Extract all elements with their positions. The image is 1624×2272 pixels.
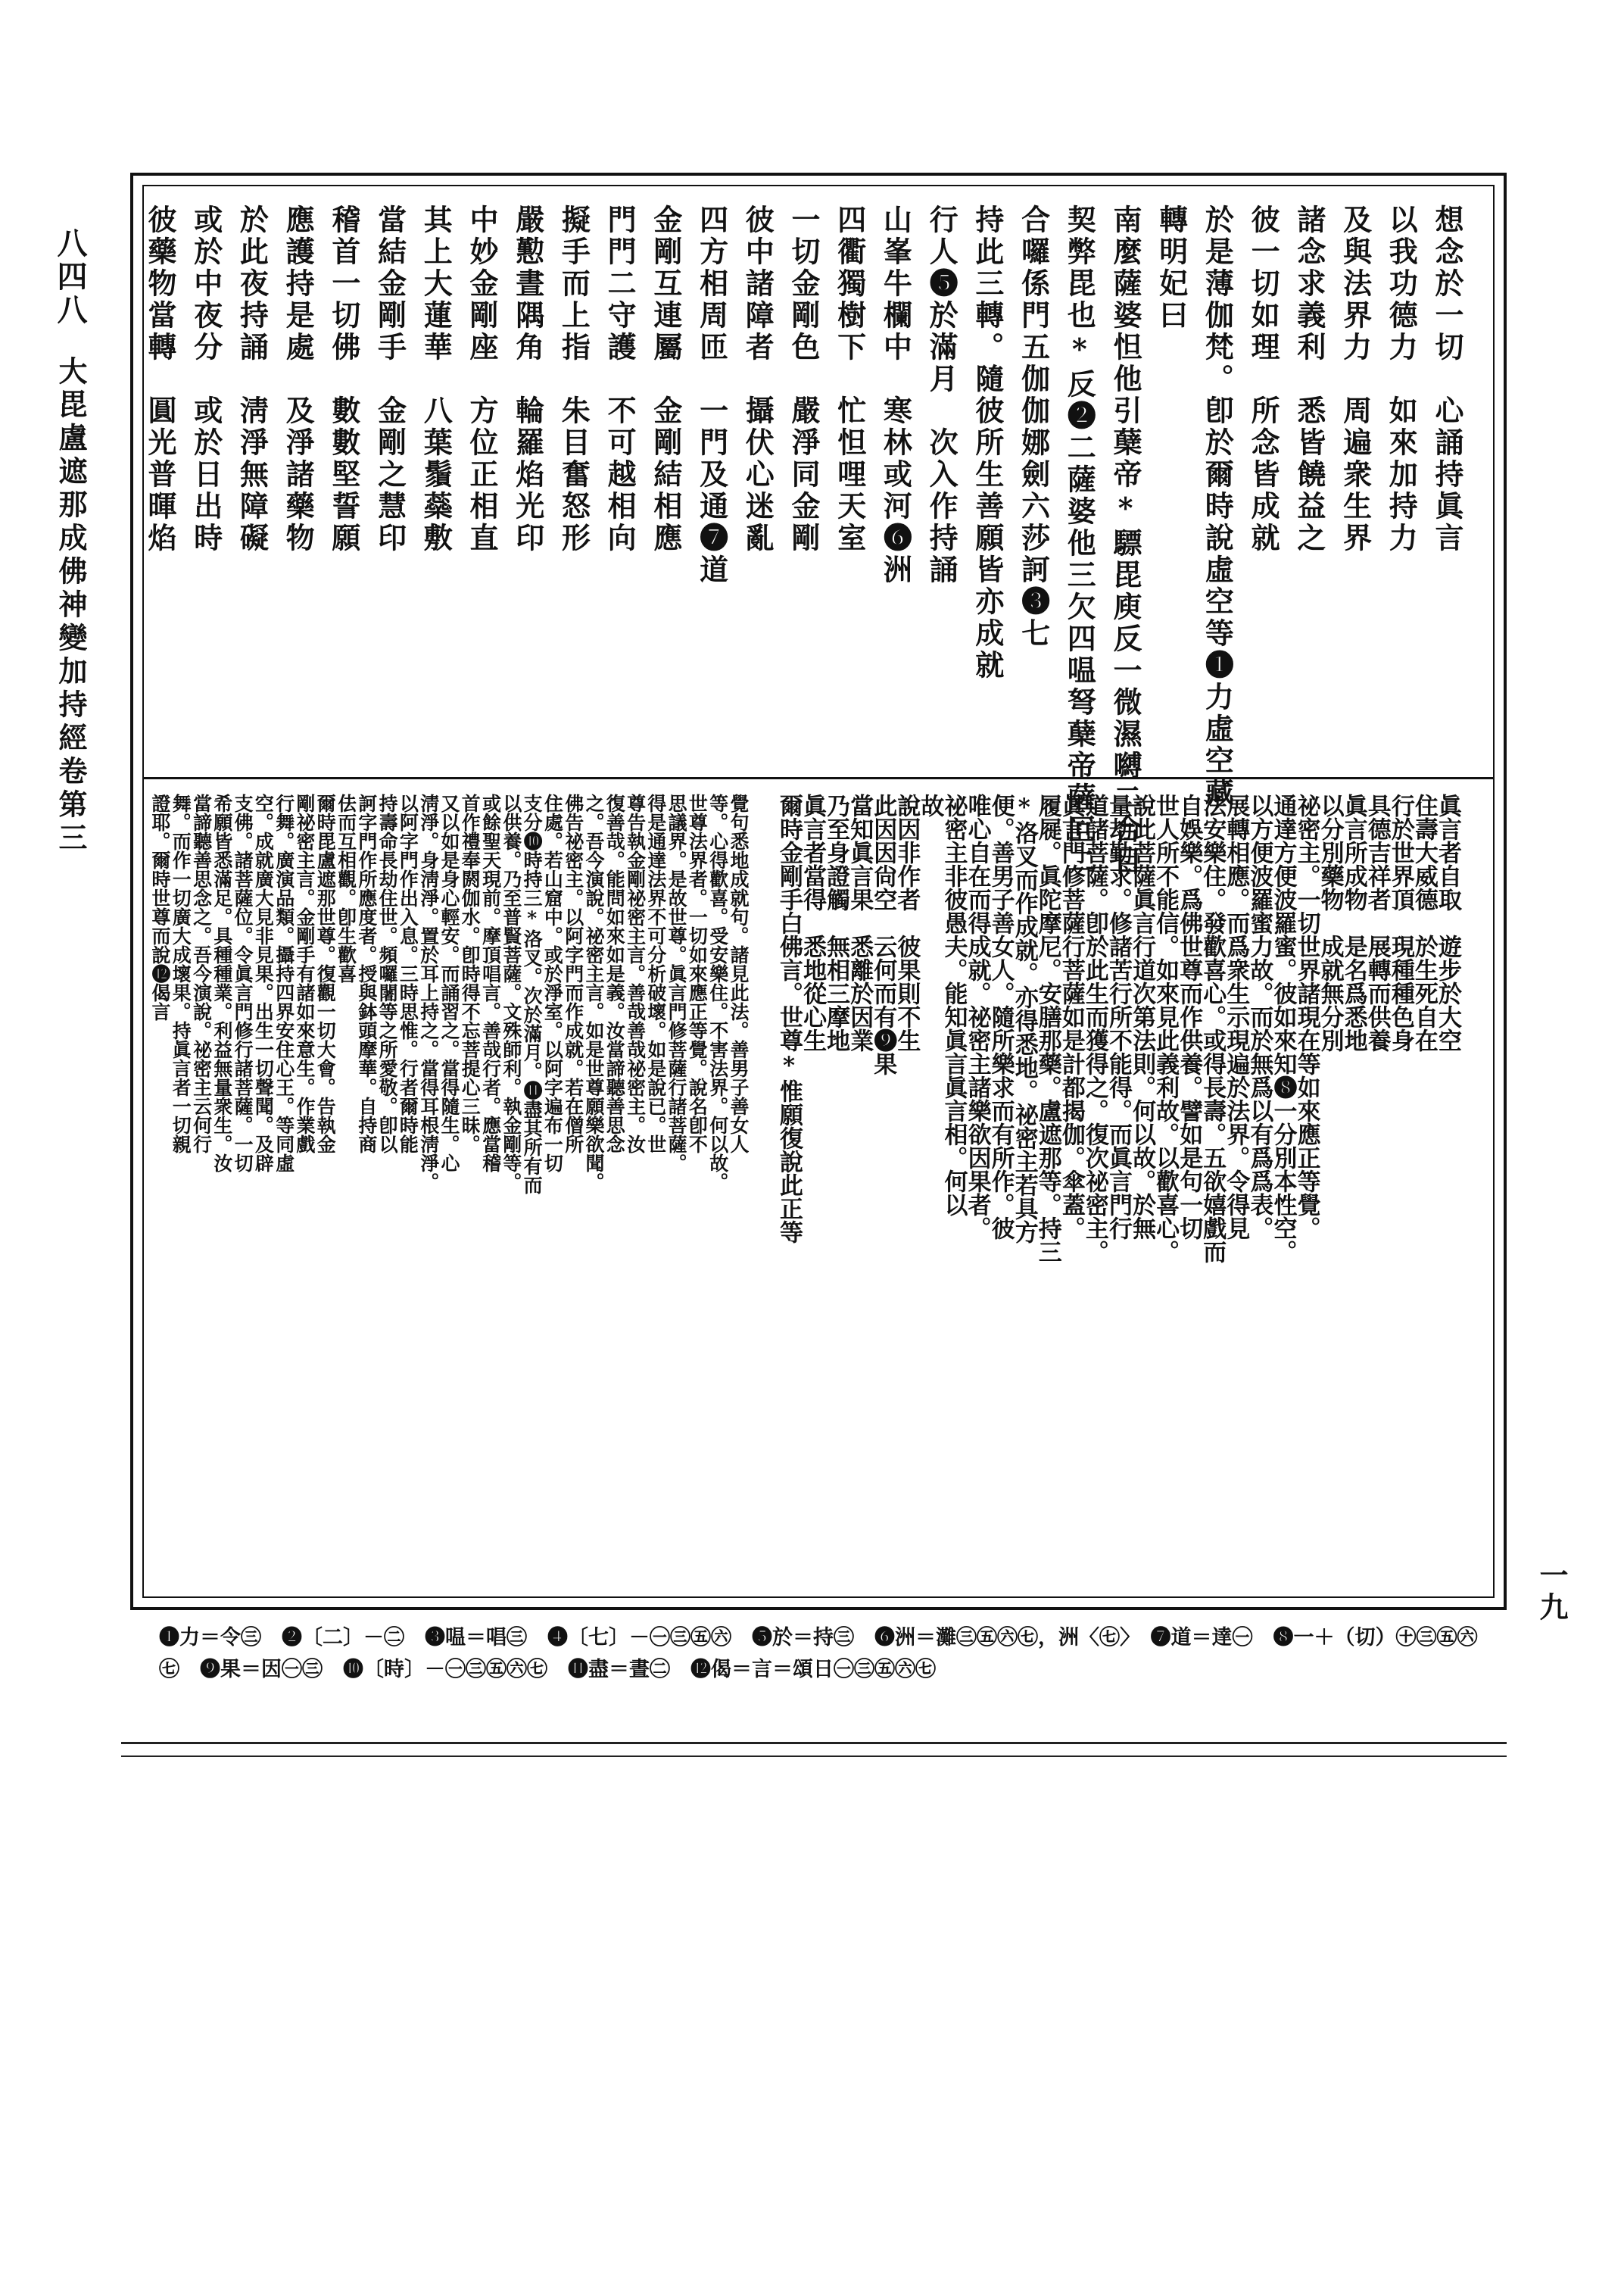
text-column: 諸念求義利 悉皆饒益之 — [1292, 204, 1326, 554]
text-column: 此因因尙空 云何而有❾果 — [869, 794, 897, 1075]
text-column: 爾時金剛手白佛言。世尊*惟願復說此正等 — [775, 794, 803, 1244]
text-column: 通達方便波羅蜜。彼如來知❽一分別本性空。 — [1269, 794, 1297, 1263]
text-column: 等。心得歡喜。受安樂住。不害法界。何以故。 — [706, 794, 729, 1191]
text-column: 於是薄伽梵。卽於爾時說虛空等❶力虛空藏 — [1200, 204, 1235, 809]
text-column: 具德吉祥者 展轉而供養 — [1363, 794, 1391, 1052]
text-column: 契弊毘也*反❷二薩婆他三欠四嗢弩蘖帝薩叵二 — [1062, 204, 1097, 878]
text-column: 希願皆悉滿足。具種種業。利益無量衆生。汝 — [210, 794, 233, 1172]
text-column: 剛祕密主言。金剛手有諸如來意生。作業戲 — [294, 794, 316, 1153]
text-column: 舞。而作一切廣大成壞果。持眞言者一切親 — [170, 794, 192, 1153]
text-column: 祕密主。一切世界諸現在等如來應正等覺。 — [1292, 794, 1320, 1240]
text-column: 法安樂住。發歡喜心。或得長壽。五欲嬉戲而 — [1199, 794, 1227, 1263]
text-column: 之。吾今演說。祕密主言。如是世尊願樂欲聞。 — [583, 794, 605, 1191]
page-number: 八四八 — [52, 227, 88, 327]
text-column: 以我功德力 如來加持力 — [1384, 204, 1419, 554]
text-column: 合囉係門五伽伽娜劍六莎訶❸七 — [1016, 204, 1051, 650]
footnotes — [159, 1622, 1492, 1686]
text-column: 住處。若山窟中。或於淨室。以阿字遍布一切 — [541, 794, 564, 1172]
text-column: 或於中夜分 或於日出時 — [189, 204, 223, 554]
text-column: 行於世界頂 現種種色身 — [1386, 794, 1414, 1052]
text-column: 首作禮奉閼伽水。卽時得不忘菩提心三昧。 — [459, 794, 482, 1153]
text-column: 眞言者當得 悉地從心生 — [799, 794, 827, 1052]
text-column: 證耶。爾時世尊而說⓬偈言 — [149, 794, 171, 1021]
text-column: 展轉相應。而爲衆生示現遍於法界。令得見 — [1222, 794, 1250, 1240]
footnote-line: ㊆ ❾果＝因㊀㊂ ❿〔時〕－㊀㊂㊄㊅㊆ ⓫盡＝晝㊁ ⓬偈＝言＝頌日㊀㊂㊄㊅㊆ — [159, 1657, 936, 1681]
text-column: 唯心自在而得成就。祕密主諸樂欲因果者。 — [963, 794, 991, 1240]
text-column: 思議界。是故世尊。眞言門修菩薩行諸菩薩。 — [665, 794, 688, 1172]
text-column: 道諸菩薩。卽於此生而獲得之。復次祕密主。 — [1080, 794, 1108, 1263]
text-column: 爾時毘盧遮那世尊。復觀一切大會。告執金 — [314, 794, 337, 1153]
text-column: 支佛。諸菩薩位。令眞言門修行諸菩薩。一切 — [232, 794, 254, 1172]
text-column: 嚴懃晝隅角 輪羅焰光印 — [510, 204, 545, 554]
text-column: 及與法界力 周遍衆生界 — [1338, 204, 1373, 554]
text-column: 眞言門修菩薩行菩薩如是計都揭伽。傘蓋。 — [1057, 794, 1085, 1240]
text-column: 說因非作者 彼果則不生 — [893, 794, 921, 1052]
text-column: 覺句悉地成就句。諸見此法。善男子善女人 — [728, 794, 750, 1153]
text-column: 持壽命長劫住世。頻囉闍等之所愛敬。卽以 — [376, 794, 399, 1153]
text-column: 中妙金剛座 方位正相直 — [465, 204, 499, 554]
text-column: 量劫勤求。修諸苦行所不能得。而眞言門行 — [1105, 794, 1132, 1240]
text-column: 轉明妃曰 — [1154, 204, 1189, 332]
text-column: *洛叉而作成就。亦得悉地。祕密主若具方 — [1010, 794, 1038, 1244]
text-column: 於此夜持誦 淸淨無障礙 — [235, 204, 270, 554]
text-column: 當結金剛手 金剛之慧印 — [372, 204, 407, 554]
text-column: 以方便波羅蜜力故。而於無爲以有爲爲表。 — [1245, 794, 1273, 1240]
text-column: 門門二守護 不可越相向 — [603, 204, 637, 554]
text-column: 自娛樂。爲佛世尊而作供養。譬如是句一切 — [1175, 794, 1203, 1240]
text-column: 尊告執金剛祕密主言。善哉善哉祕密主。汝 — [624, 794, 647, 1153]
bottom-rule — [121, 1755, 1507, 1757]
text-column: 眞言所成物 是名爲悉地 — [1339, 794, 1367, 1052]
text-column: 得是通達法界不可分析破壞。如是說已。世 — [644, 794, 667, 1153]
text-column: 住壽大威德 於生死自在 — [1410, 794, 1438, 1052]
text-column: 四方相周匝 一門及通❼道 — [694, 204, 729, 586]
text-column: 行舞。廣演品類。攝持四界安住心王。等同虛 — [273, 794, 295, 1172]
bottom-rule — [121, 1742, 1507, 1744]
text-column: 又以如是身心輕安。而誦習之。當得隨生。心 — [438, 794, 460, 1172]
text-column: 彼藥物當轉 圓光普暉焰 — [143, 204, 177, 554]
text-column: 彼中諸障者 攝伏心迷亂 — [740, 204, 775, 554]
text-column: 應護持是處 及淨諸藥物 — [281, 204, 316, 554]
text-column: 支分❿時持三*洛叉。次於滿月。⓫盡其所有而 — [521, 794, 544, 1194]
text-column: 金剛互連屬 金剛結相應 — [648, 204, 683, 554]
text-column: 便。善男子善女人。隨所樂求而有所作。彼 — [987, 794, 1015, 1240]
text-column: 想念於一切 心誦持眞言 — [1430, 204, 1464, 554]
text-column: 當諦聽善思念之。吾今演說。祕密主云何行 — [190, 794, 213, 1153]
text-column: 彼一切如理 所念皆成就 — [1246, 204, 1281, 554]
text-column: 稽首一切佛 數數堅誓願 — [326, 204, 361, 554]
text-column: 佉而互相觀。卽生歡喜 — [335, 794, 357, 983]
text-column: 履屣。眞陀摩尼。安膳那藥。盧遮那等。持三 — [1033, 794, 1061, 1263]
text-column: 當知眞言果 悉離於因業 — [846, 794, 874, 1052]
text-column: 世人所不能信。如來見此義利故。以歡喜心。 — [1152, 794, 1180, 1263]
text-column: 說此菩薩眞言行道次第法則。何以故。於無 — [1128, 794, 1156, 1240]
text-column: 其上大蓮華 八葉鬚蘂敷 — [419, 204, 454, 554]
text-column: 復善哉。能問如來如是義。汝當諦聽善思念 — [603, 794, 626, 1153]
text-column: 行人❺於滿月 次入作持誦 — [924, 204, 959, 586]
text-column: 佛告祕密主。以阿字門而作成就。若在僧所 — [562, 794, 584, 1153]
text-column: 乃至身證觸 無相三摩地 — [822, 794, 850, 1052]
footnote-line: ❶力＝令㊂ ❷〔二〕－㊁ ❸嗢＝唱㊂ ❹〔七〕－㊀㊂㊄㊅ ❺於＝持㊂ ❻洲＝灘㊂㊄㊅㊆，洲〈㊆〉 ❼道＝達㊀ ❽一＋（切）㊉㊂㊄㊅ — [159, 1626, 1478, 1649]
text-column: 以供養。乃至普賢菩薩。文殊師利。執金剛等。 — [500, 794, 522, 1191]
text-column: 祕密主非彼愚夫。能知眞言眞言相。何以 — [940, 794, 968, 1216]
text-column: 訶字門作所應度者。授與鉢頭摩華。自持商 — [355, 794, 378, 1153]
text-column: 一切金剛色 嚴淨同金剛 — [787, 204, 821, 554]
running-title: 大毘盧遮那成佛神變加持經卷第三 — [54, 356, 88, 856]
text-column: 以阿字門作出入息。三時思惟。行者爾時能 — [397, 794, 419, 1153]
section-divider — [142, 777, 1495, 779]
folio-number: 一九 — [1535, 1560, 1569, 1624]
text-column: 眞言者自取 遊步於大空 — [1434, 794, 1461, 1052]
text-column: 或餘聖天現前。摩頂唱言。善哉行者。應當稽 — [479, 794, 502, 1172]
text-column: 故 — [916, 794, 944, 817]
text-column: 南麼薩婆怛他引蘖帝*驃毘庾反一微濕嚩二合目 — [1108, 204, 1142, 878]
text-column: 擬手而上指 朱目奮怒形 — [556, 204, 591, 554]
text-column: 以分別藥物 成就無分別 — [1316, 794, 1344, 1052]
text-column: 山峯牛欄中 寒林或河❻洲 — [878, 204, 913, 586]
text-column: 持此三轉。隨彼所生善願皆亦成就 — [970, 204, 1005, 682]
text-column: 空。成就廣大見非見果。出生一切聲聞。及辟 — [252, 794, 275, 1172]
text-column: 四衢獨樹下 忙怛哩天室 — [832, 204, 867, 554]
text-column: 世尊法界者。一切如來應正等覺。說名卽不 — [686, 794, 709, 1153]
text-column: 淸淨。身淸淨。置於耳上持之。當得耳根淸淨。 — [417, 794, 440, 1191]
